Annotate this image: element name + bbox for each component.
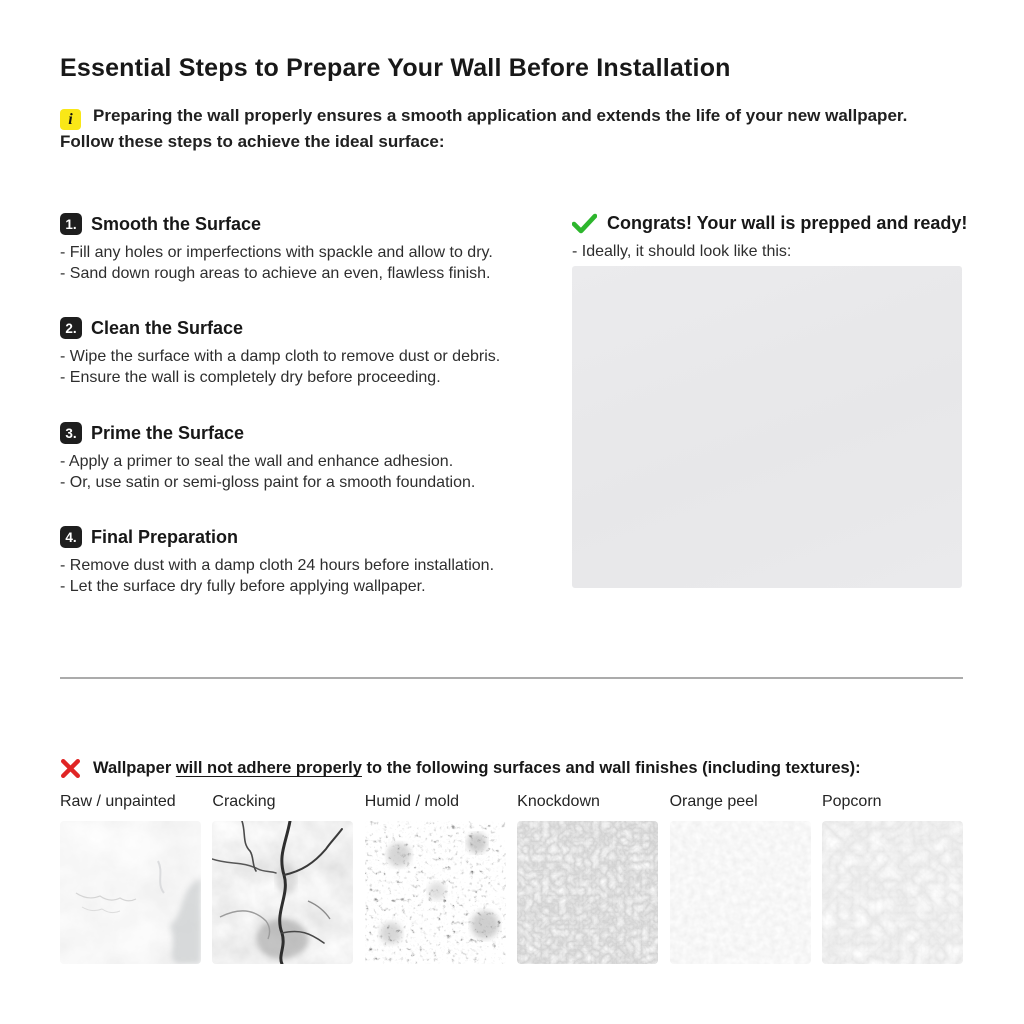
intro-line-1: Preparing the wall properly ensures a smooth application and extends the life of your new wallpaper.: [93, 106, 908, 125]
intro-line-2: Follow these steps to achieve the ideal surface:: [60, 132, 445, 151]
result-column: [572, 213, 968, 588]
step-2: [60, 317, 562, 388]
intro-note: [60, 104, 970, 154]
x-icon: [60, 758, 81, 779]
result-header: [572, 213, 968, 234]
warning-emphasis: will not adhere properly: [175, 759, 362, 777]
texture-item-knockdown: [517, 792, 658, 964]
step-4: [60, 526, 562, 597]
step-1-number-badge: 1.: [60, 213, 82, 235]
texture-label: Popcorn: [821, 793, 882, 810]
step-4-number-badge: 4.: [60, 526, 82, 548]
texture-label: Orange peel: [669, 793, 758, 810]
texture-image-raw-unpainted: [60, 821, 201, 964]
step-4-bullet-2: - Let the surface dry fully before applying wallpaper.: [60, 578, 426, 595]
texture-item-orange-peel: [670, 792, 811, 964]
step-2-number-badge: 2.: [60, 317, 82, 339]
warning-text: [93, 759, 861, 778]
texture-gallery: [60, 792, 963, 964]
texture-item-raw-unpainted: [60, 792, 201, 964]
step-3-title: Prime the Surface: [91, 422, 245, 443]
texture-item-cracking: [212, 792, 353, 964]
result-subtext: - Ideally, it should look like this:: [572, 243, 792, 260]
step-4-title: Final Preparation: [91, 526, 239, 547]
step-3: [60, 422, 562, 493]
step-3-header: [60, 422, 562, 444]
texture-image-cracking: [212, 821, 353, 964]
texture-label: Humid / mold: [364, 793, 460, 810]
warning-suffix: to the following surfaces and wall finishes (including textures):: [361, 759, 861, 777]
section-divider: [60, 677, 963, 679]
texture-label: Cracking: [212, 793, 276, 810]
texture-label: Knockdown: [517, 793, 600, 810]
step-1-title: Smooth the Surface: [91, 213, 262, 234]
result-heading: Congrats! Your wall is prepped and ready!: [607, 213, 968, 233]
step-4-bullet-1: - Remove dust with a damp cloth 24 hours before installation.: [60, 557, 495, 574]
step-2-bullet-1: - Wipe the surface with a damp cloth to remove dust or debris.: [60, 348, 501, 365]
step-3-bullet-2: - Or, use satin or semi-gloss paint for a smooth foundation.: [60, 474, 476, 491]
info-icon: i: [60, 109, 81, 130]
step-2-bullet-2: - Ensure the wall is completely dry before proceeding.: [60, 369, 441, 386]
step-1: [60, 213, 562, 284]
step-4-header: [60, 526, 562, 548]
page-title: Essential Steps to Prepare Your Wall Before Installation: [60, 54, 731, 82]
check-icon: [572, 213, 597, 234]
texture-image-orange-peel: [670, 821, 811, 964]
step-2-title: Clean the Surface: [91, 317, 244, 338]
texture-label: Raw / unpainted: [60, 793, 176, 810]
warning-note: [60, 758, 861, 779]
texture-image-knockdown: [517, 821, 658, 964]
texture-image-humid-mold: [365, 821, 506, 964]
step-3-bullet-1: - Apply a primer to seal the wall and enhance adhesion.: [60, 453, 454, 470]
warning-prefix: Wallpaper: [93, 759, 176, 777]
texture-item-humid-mold: [365, 792, 506, 964]
step-2-header: [60, 317, 562, 339]
step-1-header: [60, 213, 562, 235]
step-3-number-badge: 3.: [60, 422, 82, 444]
texture-item-popcorn: [822, 792, 963, 964]
step-1-bullet-2: - Sand down rough areas to achieve an even, flawless finish.: [60, 265, 491, 282]
prepped-wall-image: [572, 266, 962, 588]
texture-image-popcorn: [822, 821, 963, 964]
step-1-bullet-1: - Fill any holes or imperfections with spackle and allow to dry.: [60, 244, 493, 261]
